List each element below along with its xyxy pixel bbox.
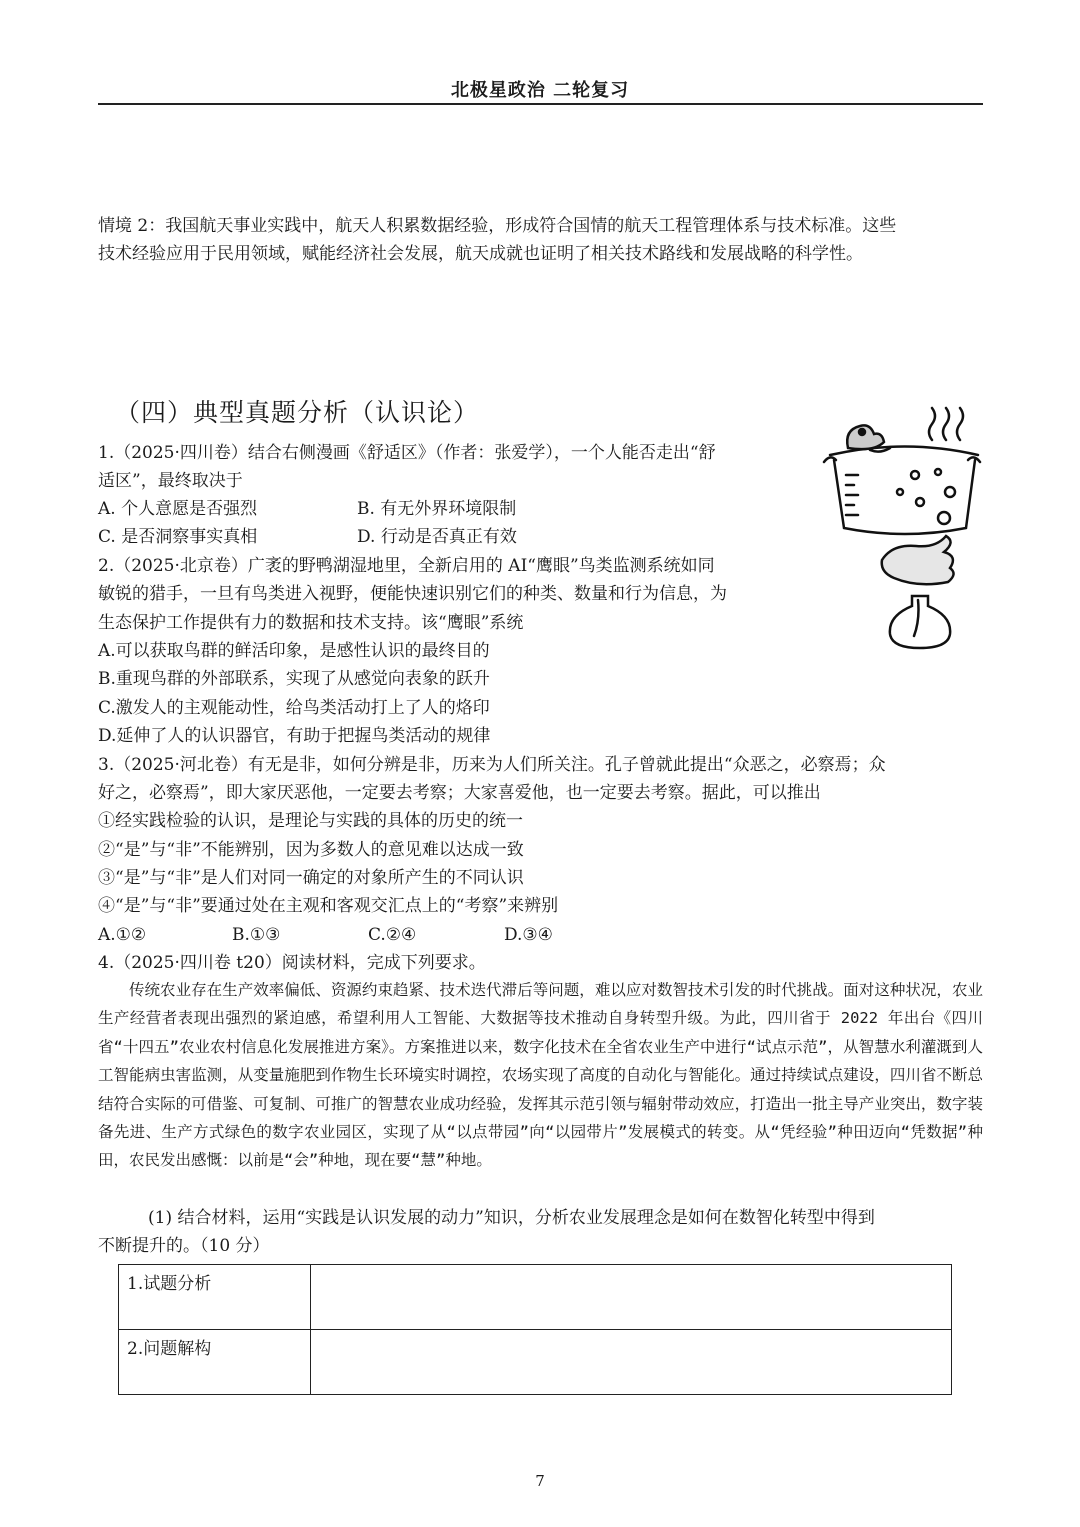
section-title: （四）典型真题分析（认识论） — [115, 398, 480, 427]
q4-stem: 4.（2025·四川卷 t20）阅读材料，完成下列要求。 — [98, 953, 486, 973]
scenario2-line1: 情境 2：我国航天事业实践中，航天人积累数据经验，形成符合国情的航天工程管理体系与技术标准。这些 — [98, 216, 897, 236]
q3-stem-line1: 3.（2025·河北卷）有无是非，如何分辨是非，历来为人们所关注。孔子曾就此提出“众恶之，必察焉；众 — [98, 755, 886, 775]
q1-option-b: B. 有无外界环境限制 — [357, 499, 517, 519]
q2-option-b: B.重现鸟群的外部联系，实现了从感觉向表象的跃升 — [98, 669, 490, 689]
q2-option-d: D.延伸了人的认识器官，有助于把握鸟类活动的规律 — [98, 726, 491, 746]
q3-statement-4: ④“是”与“非”要通过处在主观和客观交汇点上的“考察”来辨别 — [98, 896, 559, 916]
q3-statement-3: ③“是”与“非”是人们对同一确定的对象所产生的不同认识 — [98, 868, 524, 888]
q1-option-c: C. 是否洞察事实真相 — [98, 527, 258, 547]
q4-sub1-line1: (1) 结合材料，运用“实践是认识发展的动力”知识，分析农业发展理念是如何在数智化转型中得到 — [148, 1208, 875, 1228]
page-header: 北极星政治 二轮复习 — [450, 80, 630, 101]
q2-stem-line2: 敏锐的猎手，一旦有鸟类进入视野，便能快速识别它们的种类、数量和行为信息，为 — [98, 584, 727, 604]
answer-row-label: 2.问题解构 — [119, 1330, 311, 1395]
q2-stem-line3: 生态保护工作提供有力的数据和技术支持。该“鹰眼”系统 — [98, 613, 524, 633]
q3-option-d: D.③④ — [504, 925, 553, 945]
q1-stem-line1: 1.（2025·四川卷）结合右侧漫画《舒适区》（作者：张爱学），一个人能否走出“舒 — [98, 443, 716, 463]
comfort-zone-cartoon-icon — [820, 400, 985, 650]
q3-stem-line2: 好之，必察焉”，即大家厌恶他，一定要去考察；大家喜爱他，也一定要去考察。据此，可以推出 — [98, 783, 821, 803]
q3-statement-2: ②“是”与“非”不能辨别，因为多数人的意见难以达成一致 — [98, 840, 524, 860]
answer-cell[interactable] — [311, 1330, 952, 1395]
q1-stem-line2: 适区”，最终取决于 — [98, 471, 243, 491]
table-row — [119, 1330, 952, 1395]
answer-cell[interactable] — [311, 1265, 952, 1330]
q2-stem-line1: 2.（2025·北京卷）广袤的野鸭湖湿地里，全新启用的 AI“鹰眼”鸟类监测系统如同 — [98, 556, 715, 576]
q2-option-c: C.激发人的主观能动性，给鸟类活动打上了人的烙印 — [98, 698, 490, 718]
q1-option-d: D. 行动是否真正有效 — [357, 527, 517, 547]
q4-sub1-line2: 不断提升的。（10 分） — [98, 1236, 270, 1256]
q2-option-a: A.可以获取鸟群的鲜活印象，是感性认识的最终目的 — [98, 641, 490, 661]
answer-row-label: 1.试题分析 — [119, 1265, 311, 1330]
table-row — [119, 1265, 952, 1330]
q3-statement-1: ①经实践检验的认识，是理论与实践的具体的历史的统一 — [98, 811, 523, 831]
q3-option-a: A.①② — [98, 925, 147, 945]
page-number: 7 — [535, 1472, 545, 1490]
q3-option-c: C.②④ — [368, 925, 417, 945]
q1-option-a: A. 个人意愿是否强烈 — [98, 499, 258, 519]
header-rule — [98, 103, 983, 105]
q4-material: 传统农业存在生产效率偏低、资源约束趋紧、技术迭代滞后等问题，难以应对数智技术引发的时代挑战。面对这种状况，农业生产经营者表现出强烈的紧迫感，希望利用人工智能、大数据等技术推动自身转型升级。为此，四川省于 2022 年出台《四川省“十四五”农业农村信息化发展推进方案》。方案推进以来，数字化技术在全省农业生产中进行“试点示范”，从智慧水利灌溉到人工智能病虫害监测，从变量施肥到作物生长环境实时调控，农场实现了高度的自动化与智能化。通过持续试点建设，四川省不断总结符合实际的可借鉴、可复制、可推广的智慧农业成功经验，发挥其示范引领与辐射带动效应，打造出一批主导产业突出，数字装备先进、生产方式绿色的数字农业园区，实现了从“以点带园”向“以园带片”发展模式的转变。从“凭经验”种田迈向“凭数据”种田，农民发出感慨：以前是“会”种地，现在要“慧”种地。 — [98, 981, 983, 1170]
answer-table — [118, 1264, 952, 1395]
q3-option-b: B.①③ — [232, 925, 281, 945]
scenario2-line2: 技术经验应用于民用领域，赋能经济社会发展，航天成就也证明了相关技术路线和发展战略的科学性。 — [98, 244, 863, 264]
